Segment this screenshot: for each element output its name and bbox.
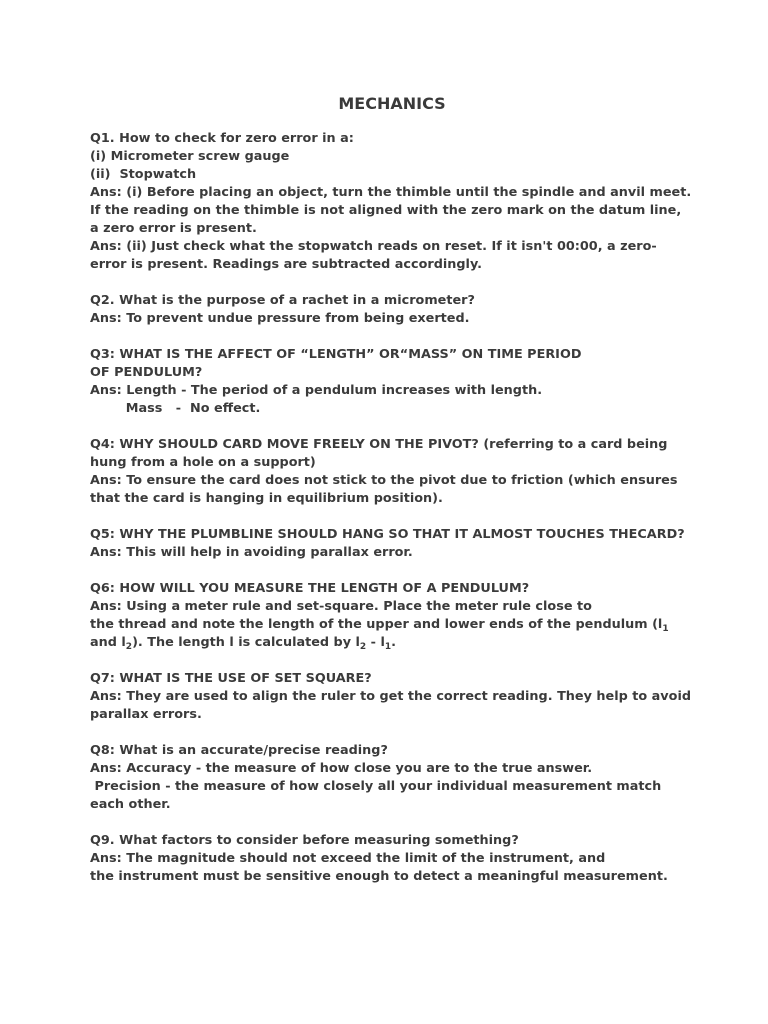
blank-line	[90, 274, 690, 292]
text-line: Q8: What is an accurate/precise reading?	[90, 743, 388, 758]
text-line: (ii) Stopwatch	[90, 167, 197, 182]
blank-line	[90, 724, 690, 742]
page-title: MECHANICS	[338, 94, 446, 113]
text-line: Ans: The magnitude should not exceed the limit of the instrument, and	[90, 851, 606, 866]
text-line: and $l_2$). The length l is calculated by $l_2 - l_1$.	[90, 635, 396, 652]
text-line: OF PENDULUM?	[90, 365, 203, 380]
text-line: Ans: Length - The period of a pendulum increases with length.	[90, 383, 543, 398]
text-line: the instrument must be sensitive enough to detect a meaningful measurement.	[90, 869, 668, 884]
text-line: Mass - No efect.	[125, 401, 261, 416]
blank-line	[90, 418, 690, 436]
text-line: error is present. Readings are subtracted accordingly.	[90, 257, 482, 272]
text-line: that the card is hanging in equilibrium position).	[90, 491, 443, 506]
text-line: each other.	[90, 797, 171, 812]
text-line: If the reading on the thimble is not aligned with the zero mark on the datum line,	[90, 203, 682, 218]
text-line: Q1. How to check for zero error in a:	[90, 131, 354, 146]
text-line: Q3: WHAT IS THE AFFECT OF “LENGTH” OR“MASS” ON TIME PERIOD	[90, 347, 582, 362]
text-line: (i) Micrometer screw gauge	[90, 149, 290, 164]
text-line: Q4: WHY SHOULD CARD MOVE FREELY ON THE PIVOT? (referring to a card being	[90, 437, 668, 452]
blank-line	[90, 814, 690, 832]
text-line: Q9. What factors to consider before measuring something?	[90, 833, 519, 848]
text-line: Ans: (i) Before placing an object, turn the thimble until the spindle and anvil meet.	[90, 185, 692, 200]
document-page	[90, 94, 690, 886]
blank-line	[90, 652, 690, 670]
text-line: parallax errors.	[90, 707, 202, 722]
text-line: Ans: (ii) Just check what the stopwatch reads on reset. If it isn't 00:00, a zero-	[90, 239, 657, 254]
text-line: Ans: To prevent undue pressure from being exerted.	[90, 311, 470, 326]
text-line: Q6: HOW WILL YOU MEASURE THE LENGTH OF A PENDULUM?	[90, 581, 530, 596]
text-line: Ans: To ensure the card does not stick to the pivot due to friction (which ensures	[90, 473, 678, 488]
blank-line	[90, 508, 690, 526]
text-line: Ans: Using a meter rule and set-square. Place the meter rule close to	[90, 599, 592, 614]
text-line: the thread and note the length of the upper and lower ends of the pendulum ($l_1$	[90, 617, 669, 634]
blank-line	[90, 562, 690, 580]
text-line: Ans: This will help in avoiding parallax error.	[90, 545, 413, 560]
text-line: Ans: Accuracy - the measure of how close you are to the true answer.	[90, 761, 593, 776]
text-line: Q7: WHAT IS THE USE OF SET SQUARE?	[90, 671, 372, 686]
text-line: Ans: They are used to align the ruler to get the correct reading. They help to avoid	[90, 689, 691, 704]
text-line: hung from a hole on a support)	[90, 455, 316, 470]
blank-line	[90, 328, 690, 346]
document-body	[90, 130, 690, 886]
text-line: Precision - the measure of how closely all your individual measurement match	[94, 779, 662, 794]
text-line: Q5: WHY THE PLUMBLINE SHOULD HANG SO THAT IT ALMOST TOUCHES THECARD?	[90, 527, 685, 542]
text-line: Q2. What is the purpose of a rachet in a micrometer?	[90, 293, 475, 308]
text-line: a zero error is present.	[90, 221, 257, 236]
